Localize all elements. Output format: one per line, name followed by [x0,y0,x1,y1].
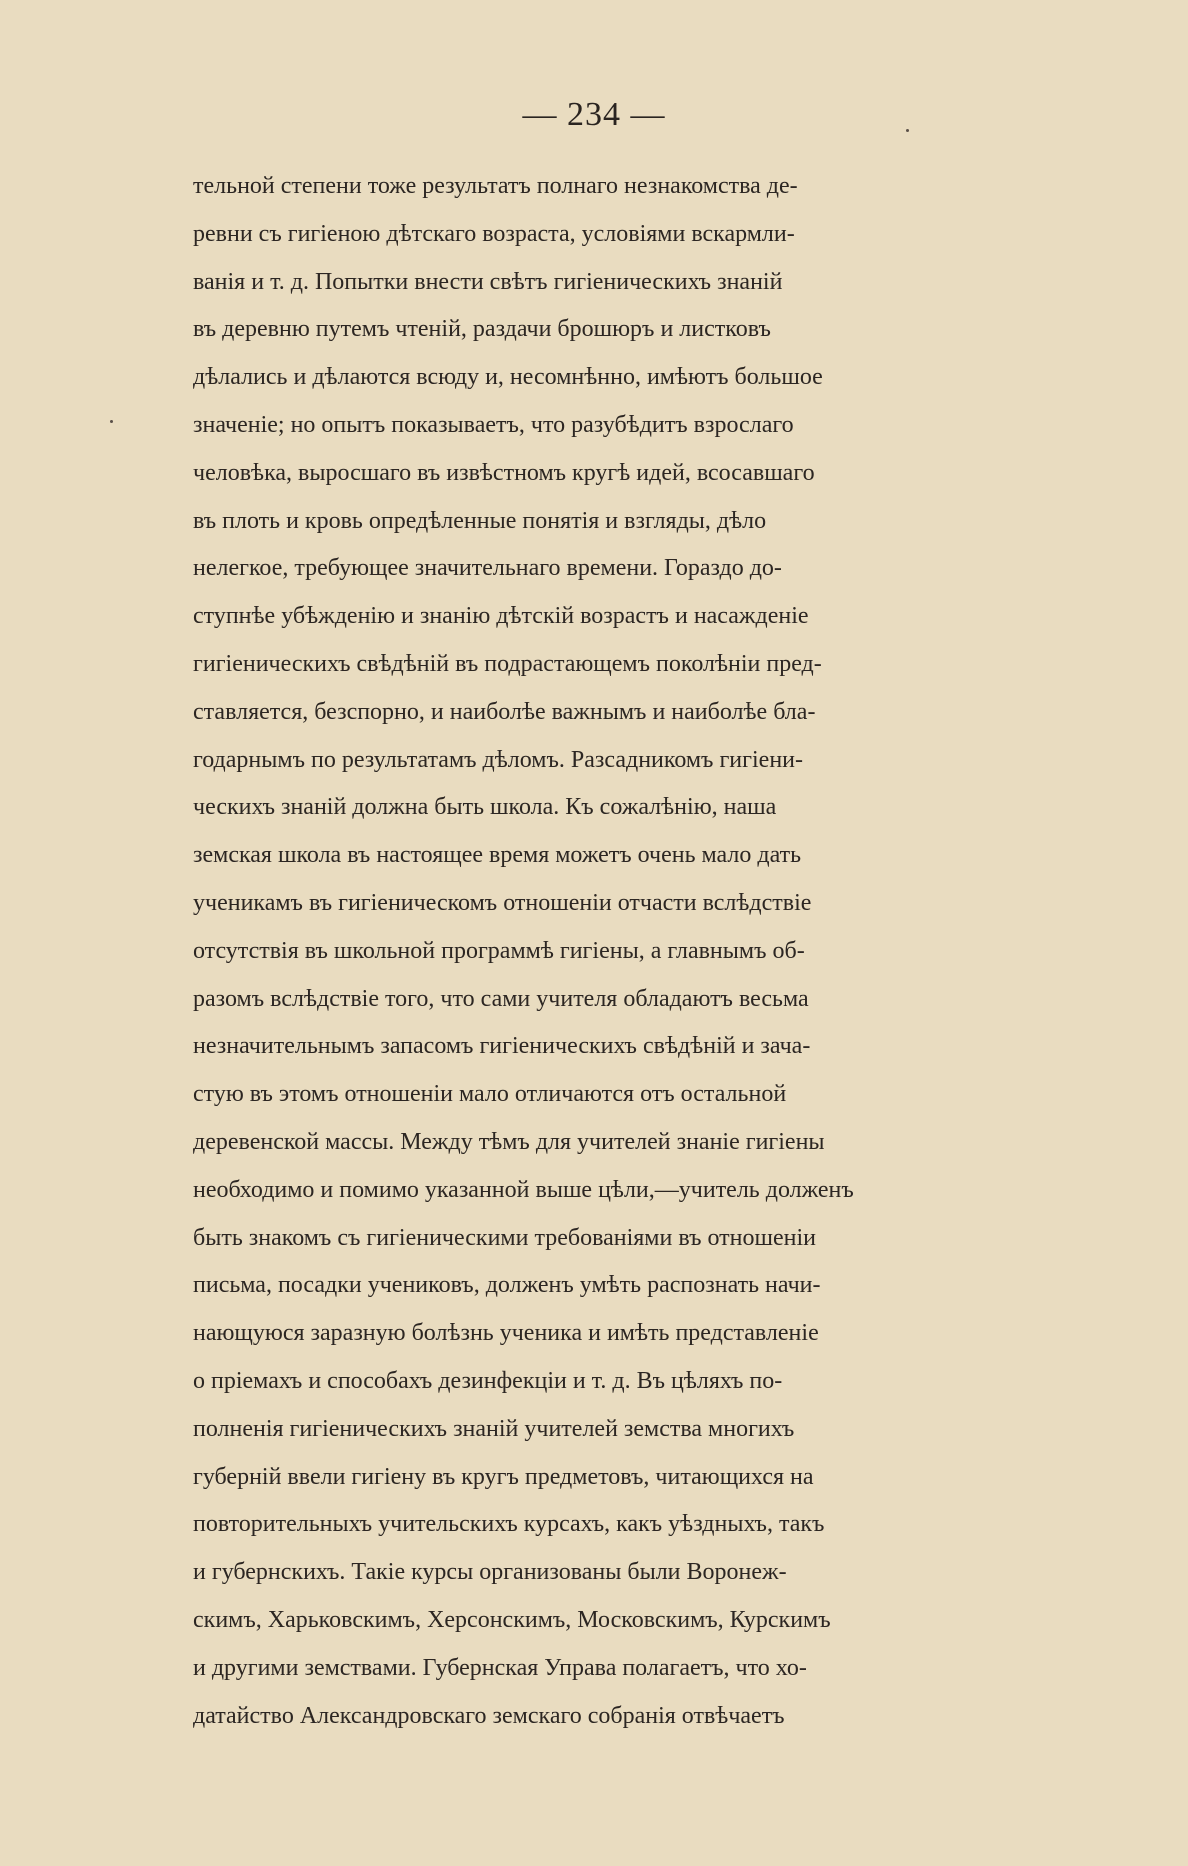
text-line: дѣлались и дѣлаются всюду и, несомнѣнно, имѣютъ большое [193,364,823,391]
text-line: необходимо и помимо указанной выше цѣли,—учитель долженъ [193,1176,854,1203]
text-line: значеніе; но опытъ показываетъ, что разубѣдитъ взрослаго [193,411,794,438]
text-line: отсутствія въ школьной программѣ гигіены, а главнымъ об- [193,937,805,964]
print-speck [110,420,113,423]
text-line: незначительнымъ запасомъ гигіеническихъ свѣдѣній и зача- [193,1033,811,1060]
text-line: человѣка, выросшаго въ извѣстномъ кругѣ идей, всосавшаго [193,459,815,486]
text-line: земская школа въ настоящее время можетъ очень мало дать [193,842,802,869]
text-line: о пріемахъ и способахъ дезинфекціи и т. д. Въ цѣляхъ по- [193,1367,783,1394]
body-text [193,163,1113,1740]
text-line: ступнѣе убѣжденію и знанію дѣтскій возрастъ и насажденіе [193,603,809,630]
text-line: повторительныхъ учительскихъ курсахъ, какъ уѣздныхъ, такъ [193,1511,825,1538]
text-line: письма, посадки учениковъ, долженъ умѣть распознать начи- [193,1272,821,1299]
text-line: ванія и т. д. Попытки внести свѣтъ гигіеническихъ знаній [193,268,783,295]
text-line: и другими земствами. Губернская Управа полагаетъ, что хо- [193,1654,807,1681]
text-line: гигіеническихъ свѣдѣній въ подрастающемъ поколѣніи пред- [193,650,822,677]
text-line: стую въ этомъ отношеніи мало отличаются отъ остальной [193,1081,787,1108]
text-line: ческихъ знаній должна быть школа. Къ сожалѣнію, наша [193,794,777,821]
text-line: датайство Александровскаго земскаго собранія отвѣчаетъ [193,1702,785,1729]
text-line: тельной степени тоже результатъ полнаго незнакомства де- [193,173,798,199]
text-line: разомъ вслѣдствіе того, что сами учителя обладаютъ весьма [193,985,809,1012]
text-line: ученикамъ въ гигіеническомъ отношеніи отчасти вслѣдствіе [193,889,812,916]
text-line: полненія гигіеническихъ знаній учителей земства многихъ [193,1415,795,1442]
text-line: губерній ввели гигіену въ кругъ предметовъ, читающихся на [193,1463,814,1490]
text-line: ревни съ гигіеною дѣтскаго возраста, условіями вскармли- [193,220,795,247]
text-line: и губернскихъ. Такіе курсы организованы были Воронеж- [193,1559,787,1586]
text-line: скимъ, Харьковскимъ, Херсонскимъ, Московскимъ, Курскимъ [193,1606,831,1633]
text-line: быть знакомъ съ гигіеническими требованіями въ отношеніи [193,1224,816,1251]
text-line: годарнымъ по результатамъ дѣломъ. Разсадникомъ гигіени- [193,746,803,773]
text-line: нелегкое, требующее значительнаго времени. Гораздо до- [193,555,782,582]
page-number: — 234 — [522,96,666,133]
text-line: деревенской массы. Между тѣмъ для учителей знаніе гигіены [193,1128,825,1155]
text-line: нающуюся заразную болѣзнь ученика и имѣть представленіе [193,1320,819,1347]
text-line: въ деревню путемъ чтеній, раздачи брошюръ и листковъ [193,316,771,343]
text-line: въ плоть и кровь опредѣленные понятія и взгляды, дѣло [193,507,767,534]
text-line: ставляется, безспорно, и наиболѣе важнымъ и наиболѣе бла- [193,698,816,725]
print-speck [906,129,909,132]
